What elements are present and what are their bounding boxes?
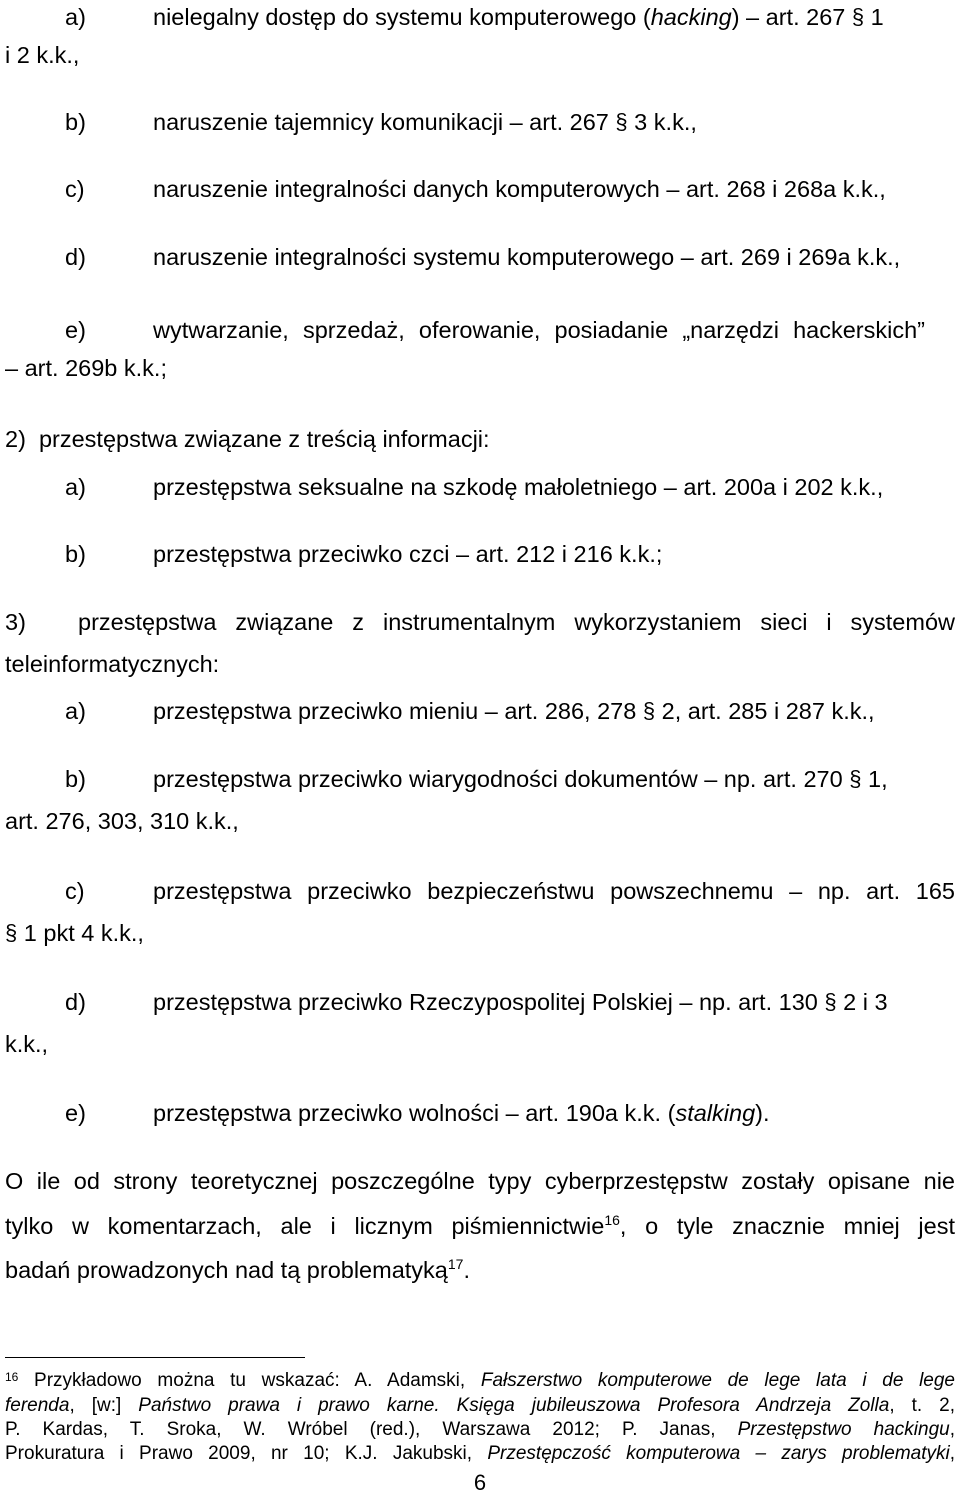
list-label: a) [65, 4, 86, 30]
list-item-text: naruszenie tajemnicy komunikacji – art. 267 § 3 k.k., [153, 109, 697, 135]
section-heading: przestępstwa związane z instrumentalnym wykorzystaniem sieci i systemów [78, 609, 955, 635]
list-label: c) [65, 176, 85, 202]
list-item-text: przestępstwa przeciwko Rzeczypospolitej Polskiej – np. art. 130 § 2 i 3 [153, 989, 888, 1015]
list-label: a) [65, 698, 86, 724]
section-sign: § [5, 920, 18, 945]
list-item-continuation: – art. 269b k.k.; [5, 355, 167, 381]
list-label: e) [65, 317, 86, 343]
list-item-continuation: § 1 pkt 4 k.k., [5, 920, 144, 946]
section-heading-continuation: teleinformatycznych: [5, 651, 220, 677]
list-label: c) [65, 878, 85, 904]
list-item-continuation: k.k., [5, 1031, 49, 1057]
paragraph-line: badań prowadzonych nad tą problematyką$^{17}$. [5, 1256, 470, 1283]
footnote-ref[interactable]: 16 [604, 1212, 620, 1228]
list-label: e) [65, 1100, 86, 1126]
list-label: d) [65, 244, 86, 270]
footnote-line: P. Kardas, T. Sroka, W. Wróbel (red.), Warszawa 2012; P. Janas, Przestępstwo hackingu, [5, 1419, 955, 1440]
list-label: b) [65, 766, 86, 792]
list-item-text: naruszenie integralności danych komputerowych – art. 268 i 268a k.k., [153, 176, 886, 202]
paragraph-line: O ile od strony teoretycznej poszczególne typy cyberprzestępstw zostały opisane nie [5, 1168, 955, 1194]
list-item-text: naruszenie integralności systemu komputerowego – art. 269 i 269a k.k., [153, 244, 901, 270]
paragraph-line: tylko w komentarzach, ale i licznym piśmiennictwie$^{16}$, o tyle znacznie mniej jest [5, 1212, 955, 1239]
section-number: 3) [5, 609, 26, 635]
footnote-line: ferenda, [w:] Państwo prawa i prawo karne. Księga jubileuszowa Profesora Andrzeja Zolla, t. 2, [5, 1395, 955, 1416]
section-heading: 2) przestępstwa związane z treścią informacji: [5, 426, 490, 452]
section-sign: § [642, 698, 656, 723]
list-item-text: przestępstwa seksualne na szkodę małoletniego – art. 200a i 202 k.k., [153, 474, 884, 500]
list-item-text: wytwarzanie, sprzedaż, oferowanie, posiadanie „narzędzi hackerskich” [153, 317, 925, 343]
list-item-continuation: art. 276, 303, 310 k.k., [5, 808, 239, 834]
list-label: a) [65, 474, 86, 500]
list-item-text: przestępstwa przeciwko czci – art. 212 i 216 k.k.; [153, 541, 663, 567]
list-item-text: nielegalny dostęp do systemu komputerowego (hacking) – art. 267 § 1 [153, 4, 884, 30]
footnote-line: $^{16}$ Przykładowo można tu wskazać: A. Adamski, Fałszerstwo komputerowe de lege lata i de lege [5, 1370, 955, 1391]
footnote-separator [5, 1357, 305, 1358]
list-label: b) [65, 109, 86, 135]
list-item-text: przestępstwa przeciwko mieniu – art. 286, 278 § 2, art. 285 i 287 k.k., [153, 698, 875, 724]
section-sign: § [824, 989, 837, 1014]
footnote-ref[interactable]: 17 [447, 1256, 464, 1272]
section-sign: § [851, 4, 865, 29]
section-sign: § [849, 766, 862, 791]
section-sign: § [615, 109, 628, 134]
list-label: b) [65, 541, 86, 567]
list-label: d) [65, 989, 86, 1015]
footnote-line: Prokuratura i Prawo 2009, nr 10; K.J. Jakubski, Przestępczość komputerowa – zarys problematyki, [5, 1443, 956, 1464]
list-item-text: przestępstwa przeciwko wiarygodności dokumentów – np. art. 270 § 1, [153, 766, 888, 792]
list-item-text: przestępstwa przeciwko bezpieczeństwu powszechnemu – np. art. 165 [153, 878, 955, 904]
list-item-continuation: i 2 k.k., [5, 42, 80, 68]
list-item-text: przestępstwa przeciwko wolności – art. 190a k.k. (stalking). [153, 1100, 770, 1126]
page-number: 6 [473, 1470, 487, 1495]
footnote-number: 16 [5, 1370, 19, 1384]
